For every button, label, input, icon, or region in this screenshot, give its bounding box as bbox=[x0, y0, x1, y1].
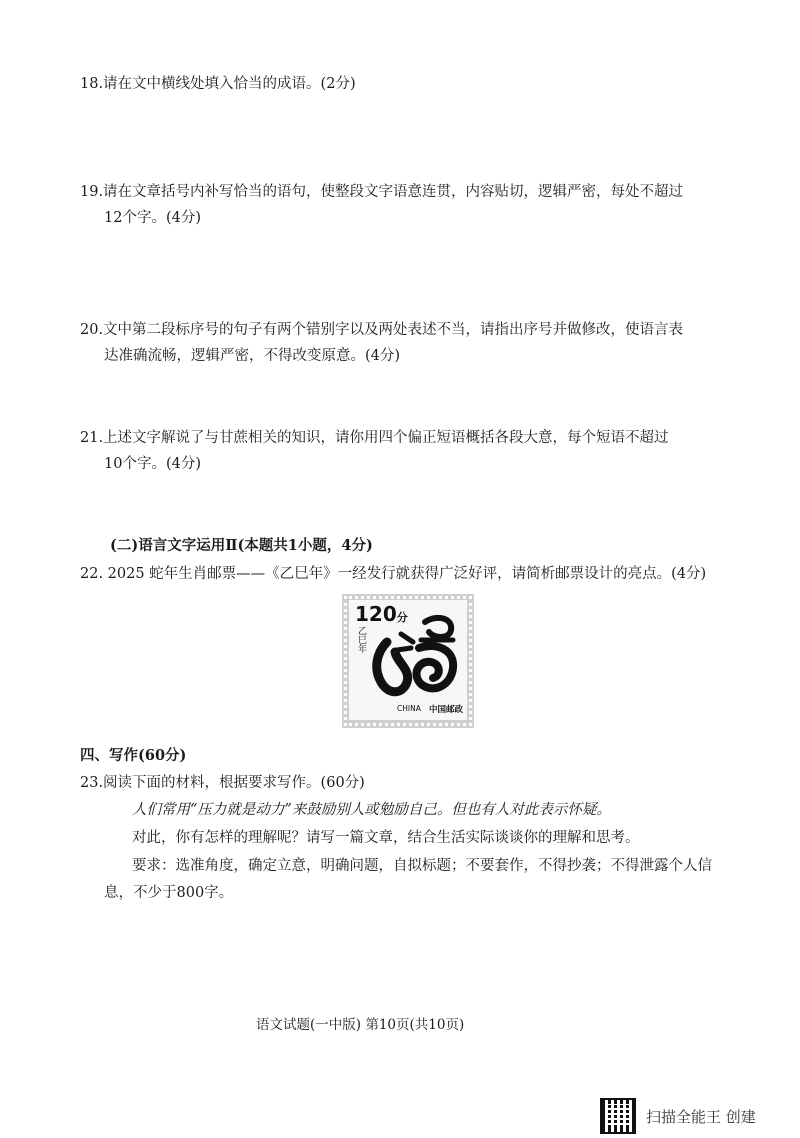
stamp-country: CHINA bbox=[397, 704, 421, 713]
question-19-line-1: 19.请在文章括号内补写恰当的语句，使整段文字语意连贯，内容贴切，逻辑严密，每处不超过 bbox=[80, 184, 684, 200]
question-18: 18.请在文中横线处填入恰当的成语。(2分) bbox=[80, 76, 356, 92]
writing-material: 人们常用“压力就是动力”来鼓励别人或勉励自己。但也有人对此表示怀疑。 bbox=[132, 802, 611, 818]
writing-requirements-line-2: 息，不少于800字。 bbox=[104, 885, 234, 901]
qr-code-icon bbox=[600, 1098, 636, 1134]
question-22: 22. 2025 蛇年生肖邮票——《乙巳年》一经发行就获得广泛好评，请简析邮票设计的亮点。(4分) bbox=[80, 566, 707, 582]
writing-requirements-line-1: 要求：选准角度，确定立意，明确问题，自拟标题；不要套作，不得抄袭；不得泄露个人信 bbox=[132, 858, 712, 874]
question-21-line-2: 10个字。(4分) bbox=[104, 456, 201, 472]
scanner-label: 扫描全能王 创建 bbox=[646, 1108, 756, 1126]
stamp-value: 120分 bbox=[355, 602, 408, 626]
writing-prompt: 对此，你有怎样的理解呢？请写一篇文章，结合生活实际谈谈你的理解和思考。 bbox=[132, 830, 640, 846]
page-footer: 语文试题(一中版) 第10页(共10页) bbox=[256, 1017, 465, 1033]
stamp-post-name: 中国邮政 bbox=[429, 705, 464, 715]
question-20-line-2: 达准确流畅，逻辑严密，不得改变原意。(4分) bbox=[104, 348, 401, 364]
stamp-year-name: 乙巳年 bbox=[356, 626, 366, 653]
question-19-line-2: 12个字。(4分) bbox=[104, 210, 201, 226]
stamp-perforation bbox=[344, 596, 472, 726]
snake-year-stamp-image bbox=[342, 594, 474, 728]
question-23: 23.阅读下面的材料，根据要求写作。(60分) bbox=[80, 775, 365, 791]
section-language-use-2: (二)语言文字运用Ⅱ(本题共1小题，4分) bbox=[110, 537, 373, 554]
question-21-line-1: 21.上述文字解说了与甘蔗相关的知识，请你用四个偏正短语概括各段大意，每个短语不超过 bbox=[80, 430, 669, 446]
question-20-line-1: 20.文中第二段标序号的句子有两个错别字以及两处表述不当，请指出序号并做修改，使语言表 bbox=[80, 322, 684, 338]
section-writing-heading: 四、写作(60分) bbox=[80, 747, 187, 764]
